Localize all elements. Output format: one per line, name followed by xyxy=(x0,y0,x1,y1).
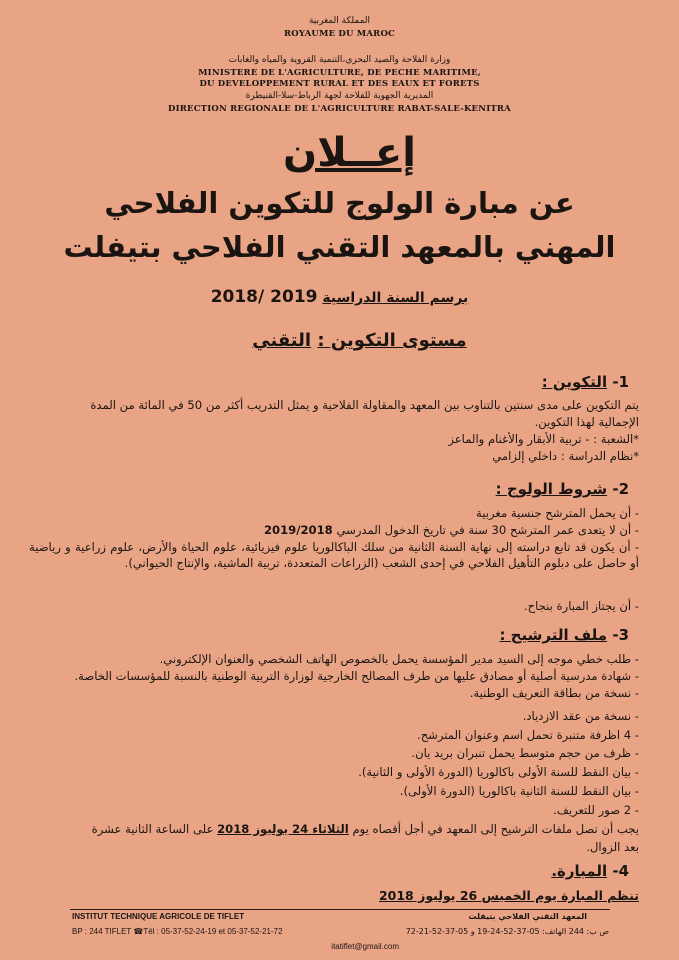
s1-line-1: يتم التكوين على مدى سنتين بالتناوب بين المعهد والمقاولة الفلاحية و يمثل التدريب أكثر من 50 في المائة من المدة xyxy=(90,398,639,412)
s3-document-2: - شهادة مدرسية أصلية أو مصادق عليها من طرف المصالح الخارجية لوزارة التربية الوطنية بالنسبة للمؤسسات الخاصة. xyxy=(74,669,639,683)
section-2-number: 2- xyxy=(612,480,629,498)
section-1-heading xyxy=(542,373,629,391)
section-4-title: المبارة. xyxy=(551,862,608,880)
ministry-ar: وزارة الفلاحة والصيد البحري،التنمية القروية والمياه والغابات xyxy=(228,55,451,65)
s4-exam-date: تنظم المبارة يوم الخميس 26 يوليوز 2018 xyxy=(378,888,639,903)
footer-institute-fr: INSTITUT TECHNIQUE AGRICOLE DE TIFLET xyxy=(72,912,245,921)
training-level-label: مستوى التكوين : xyxy=(317,330,467,351)
section-2-heading xyxy=(496,480,629,498)
school-year-label: برسم السنة الدراسية xyxy=(322,290,469,306)
s1-line-2: الإجمالية لهذا التكوين. xyxy=(534,415,639,429)
s3-document-9: - 2 صور للتعريف. xyxy=(553,803,639,817)
s2-condition-2-text: - أن لا يتعدى عمر المترشح 30 سنة في تاريخ الدخول المدرسي xyxy=(332,523,639,537)
s2-condition-2 xyxy=(29,522,639,538)
section-3-title: ملف الترشيح : xyxy=(499,626,608,644)
kingdom-fr: ROYAUME DU MAROC xyxy=(283,29,396,39)
s2-condition-1: - أن يحمل المترشح جنسية مغربية xyxy=(476,506,639,520)
s3-document-5: - 4 اظرفة متنبرة تحمل اسم وعنوان المترشح. xyxy=(417,728,639,742)
direction-fr: DIRECTION REGIONALE DE L'AGRICULTURE RABAT-SALE-KENITRA xyxy=(168,104,511,114)
subtitle-line-1: عن مبارة الولوج للتكوين الفلاحي xyxy=(104,186,575,220)
school-year-line xyxy=(0,287,679,307)
footer xyxy=(0,906,679,960)
s3-document-3: - نسخة من بطاقة التعريف الوطنية. xyxy=(469,686,639,700)
section-2-title: شروط الولوج : xyxy=(495,480,608,498)
section-3-number: 3- xyxy=(612,626,629,644)
s3-document-7: - بيان النقط للسنة الأولى باكالوريا (الدورة الأولى و الثانية). xyxy=(358,765,639,779)
s3-deadline-date: الثلاثاء 24 يوليوز 2018 xyxy=(217,822,349,836)
ministry-fr-1: MINISTERE DE L'AGRICULTURE, DE PECHE MARITIME, xyxy=(198,68,481,78)
s1-line-3: *الشعبة : - تربية الأبقار والأغنام والماعز xyxy=(448,432,639,446)
s1-line-4: *نظام الدراسة : داخلي إلزامي xyxy=(492,449,639,463)
training-level-line xyxy=(20,330,679,351)
s2-condition-2-year: 2019/2018 xyxy=(263,523,333,537)
section-1-title: التكوين : xyxy=(541,373,608,391)
footer-contact-ar: ص ب: 244 الهاتف: 05-37-52-24-19 و 05-37-52-21-72 xyxy=(405,927,609,936)
section-1-number: 1- xyxy=(612,373,629,391)
s2-condition-4: - أن يجتاز المبارة بنجاح. xyxy=(523,599,639,613)
section-3-heading xyxy=(499,626,629,644)
s2-condition-3: - أن يكون قد تابع دراسته إلى نهاية السنة الثانية من سلك الباكالوريا علوم فيزيائية، علوم الحياة والأرض، علوم زراعية و رياضية أو حاصل على دبلوم التأهيل الفلاحي في إحدى الشعب (الزراعات المتعددة، تربية الماشية، والإنتاج الحيواني). xyxy=(29,540,639,570)
s3-document-4: - نسخة من عقد الازدياد. xyxy=(522,709,639,723)
footer-divider xyxy=(70,909,610,910)
ministry-fr-2: DU DEVELOPPEMENT RURAL ET DES EAUX ET FORETS xyxy=(199,79,480,89)
training-level-value: التقني xyxy=(252,330,312,351)
s3-deadline xyxy=(29,821,639,837)
s3-document-8: - بيان النقط للسنة الثانية باكالوريا (الدورة الأولى). xyxy=(399,784,639,798)
direction-ar: المديرية الجهوية للفلاحة لجهة الرباط-سلا-القنيطرة xyxy=(245,91,434,101)
s3-deadline-end: بعد الزوال. xyxy=(586,840,639,854)
footer-institute-ar: المعهد التقني الفلاحي بتيفلت xyxy=(468,912,587,921)
footer-email[interactable]: itatiflet@gmail.com xyxy=(331,942,399,951)
subtitle-line-2: المهني بالمعهد التقني الفلاحي بتيفلت xyxy=(63,230,616,264)
announcement-title: إعــلان xyxy=(283,130,416,176)
school-year-value: 2019 /2018 xyxy=(210,287,318,307)
kingdom-ar: المملكة المغربية xyxy=(308,16,371,26)
s3-document-1: - طلب خطي موجه إلى السيد مدير المؤسسة يحمل بالخصوص الهاتف الشخصي والعنوان الإلكتروني. xyxy=(159,652,639,666)
footer-contact-fr: BP : 244 TIFLET ☎Tél : 05-37-52-24-19 et 05-37-52-21-72 xyxy=(72,927,283,936)
s3-document-6: - ظرف من حجم متوسط يحمل تنبران بريد يان. xyxy=(411,746,639,760)
s3-deadline-text: يجب أن تصل ملفات الترشيح إلى المعهد في أجل أقصاه يوم xyxy=(348,822,639,836)
section-4-heading xyxy=(551,862,629,880)
s3-deadline-time: على الساعة الثانية عشرة xyxy=(91,822,218,836)
section-4-number: 4- xyxy=(612,862,629,880)
